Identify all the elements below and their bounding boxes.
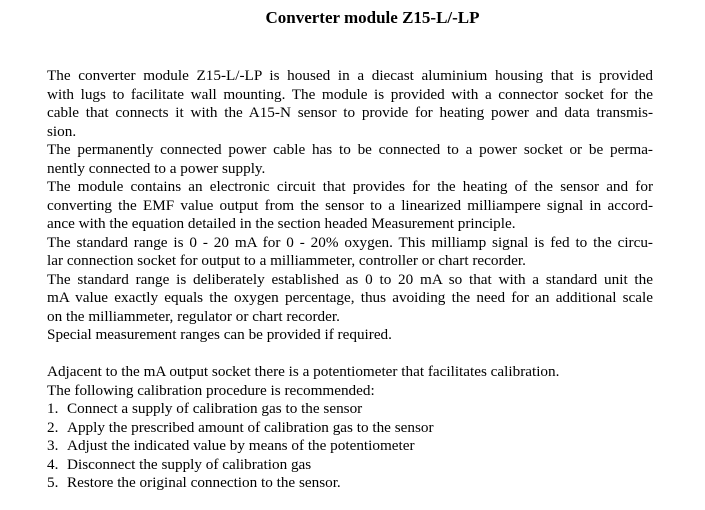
text-line: Special measurement ranges can be provided if required. <box>47 326 392 343</box>
text-line: converting the EMF value output from the sensor to a linearized milliampere signal in accord- <box>47 196 653 214</box>
text-line: nently connected to a power supply. <box>47 159 266 177</box>
list-item-number: 3. <box>47 437 59 454</box>
paragraph-housing <box>47 67 653 141</box>
text-line: The standard range is 0 - 20 mA for 0 - 20% oxygen. This milliamp signal is fed to the circu- <box>47 233 653 251</box>
list-item-text: Adjust the indicated value by means of the potentiometer <box>67 437 415 454</box>
text-line: sion. <box>47 122 77 140</box>
text-line: on the milliammeter, regulator or chart recorder. <box>47 307 340 325</box>
text-line: ance with the equation detailed in the section headed Measurement principle. <box>47 215 516 232</box>
document-body <box>47 67 653 493</box>
list-item-text: Connect a supply of calibration gas to the sensor <box>67 400 363 417</box>
list-item-text: Apply the prescribed amount of calibration gas to the sensor <box>67 418 434 436</box>
text-line: The following calibration procedure is recommended: <box>47 381 375 399</box>
paragraph-range-rationale <box>47 271 653 327</box>
paragraph-calibration-intro <box>47 363 653 400</box>
list-item-number: 4. <box>47 455 59 473</box>
list-item <box>47 400 653 419</box>
list-item <box>47 474 653 493</box>
calibration-steps-list <box>47 400 653 493</box>
text-line: The standard range is deliberately established as 0 to 20 mA so that with a standard unit the <box>47 270 653 288</box>
list-item-text: Disconnect the supply of calibration gas <box>67 455 312 473</box>
text-line: Adjacent to the mA output socket there is a potentiometer that facilitates calibration. <box>47 363 560 380</box>
list-item-number: 2. <box>47 418 59 436</box>
list-item <box>47 437 653 456</box>
list-item <box>47 419 653 438</box>
text-line: The module contains an electronic circuit that provides for the heating of the sensor and for <box>47 178 653 195</box>
text-line: The converter module Z15-L/-LP is housed in a diecast aluminium housing that is provided <box>47 67 653 84</box>
text-line: cable that connects it with the A15-N sensor to provide for heating power and data transmis- <box>47 104 653 121</box>
text-line: lar connection socket for output to a milliammeter, controller or chart recorder. <box>47 252 526 269</box>
list-item-number: 1. <box>47 400 59 417</box>
list-item-number: 5. <box>47 474 59 491</box>
paragraph-spacer <box>47 345 653 364</box>
text-line: mA value exactly equals the oxygen percentage, thus avoiding the need for an additional scale <box>47 289 653 306</box>
text-line: The permanently connected power cable has to be connected to a power socket or be perma- <box>47 141 653 158</box>
list-item-text: Restore the original connection to the sensor. <box>67 474 341 491</box>
paragraph-special-ranges <box>47 326 653 345</box>
paragraph-standard-range <box>47 234 653 271</box>
text-line: with lugs to facilitate wall mounting. The module is provided with a connector socket for the <box>47 85 653 103</box>
paragraph-power-cable <box>47 141 653 178</box>
document-title: Converter module Z15-L/-LP <box>265 8 480 27</box>
list-item <box>47 456 653 475</box>
paragraph-electronic-circuit <box>47 178 653 234</box>
